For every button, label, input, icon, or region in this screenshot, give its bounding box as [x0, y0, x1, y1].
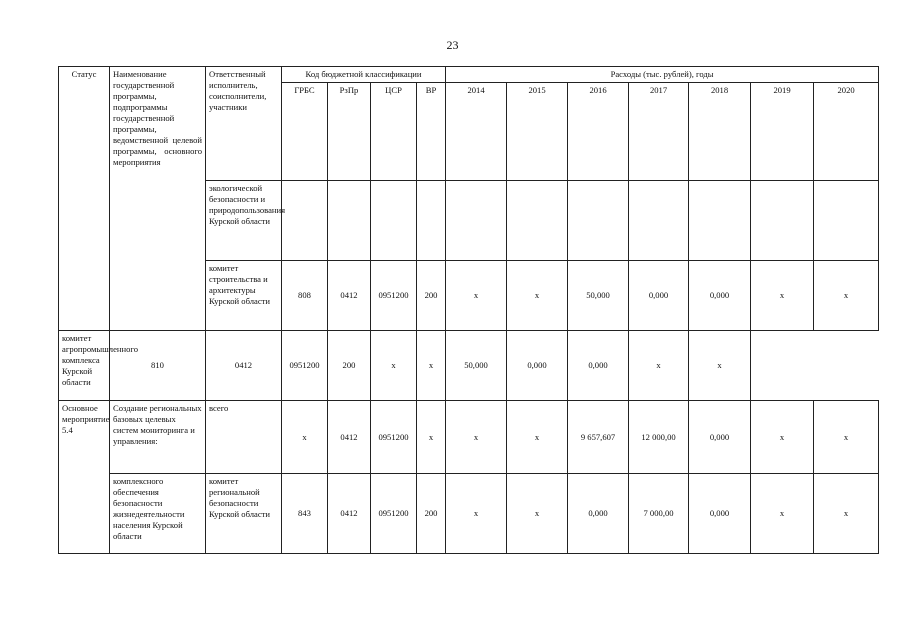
header-code-vr: ВР	[417, 83, 446, 181]
value-2016: 50,000	[568, 261, 629, 331]
header-budget-code-group: Код бюджетной классификации	[282, 67, 446, 83]
code-grbs: 843	[282, 474, 328, 554]
code-csr: 0951200	[371, 474, 417, 554]
value-2014: х	[446, 261, 507, 331]
header-expenses-group: Расходы (тыс. рублей), годы	[446, 67, 879, 83]
status-cell: Основное мероприятие 5.4	[59, 401, 110, 554]
header-year-2017: 2017	[629, 83, 689, 181]
value-2014	[446, 181, 507, 261]
value-2020: х	[814, 401, 879, 474]
code-rzpr: 0412	[206, 331, 282, 401]
value-2016: 50,000	[446, 331, 507, 401]
code-rzpr: 0412	[328, 474, 371, 554]
code-rzpr: 0412	[328, 401, 371, 474]
header-year-2016: 2016	[568, 83, 629, 181]
value-2019: х	[751, 401, 814, 474]
value-2019: х	[751, 261, 814, 331]
code-vr: 200	[417, 261, 446, 331]
value-2017: 0,000	[629, 261, 689, 331]
value-2015: х	[507, 401, 568, 474]
value-2017: 0,000	[507, 331, 568, 401]
header-code-rzpr: РзПр	[328, 83, 371, 181]
value-2017	[629, 181, 689, 261]
value-2014: х	[446, 401, 507, 474]
code-grbs: 808	[282, 261, 328, 331]
executor-cell: комитет агропромышленного комплекса Курской области	[59, 331, 110, 401]
code-csr: 0951200	[282, 331, 328, 401]
code-vr	[417, 181, 446, 261]
value-2016: 9 657,607	[568, 401, 629, 474]
executor-cell: комитет региональной безопасности Курской области	[206, 474, 282, 554]
code-vr: х	[417, 401, 446, 474]
header-status: Статус	[59, 67, 110, 331]
name-cell: комплексного обеспечения безопасности жизнедеятельности населения Курской области	[110, 474, 206, 554]
table-row	[59, 401, 879, 474]
code-rzpr	[328, 181, 371, 261]
value-2020: х	[814, 261, 879, 331]
value-2017: 7 000,00	[629, 474, 689, 554]
value-2014: х	[371, 331, 417, 401]
value-2020: х	[689, 331, 751, 401]
value-2018: 0,000	[689, 261, 751, 331]
code-grbs: 810	[110, 331, 206, 401]
header-row-groups	[59, 67, 879, 83]
value-2014: х	[446, 474, 507, 554]
value-2015: х	[507, 474, 568, 554]
value-2019	[751, 181, 814, 261]
value-2020	[814, 181, 879, 261]
header-year-2014: 2014	[446, 83, 507, 181]
value-2019: х	[629, 331, 689, 401]
header-name: Наименование государственной программы, подпрограммы государственной программы, ведомственной целевой программы, основного мероприятия	[110, 67, 206, 331]
budget-table	[58, 66, 879, 554]
code-grbs	[282, 181, 328, 261]
header-year-2015: 2015	[507, 83, 568, 181]
page-number: 23	[446, 38, 459, 52]
value-2018: 0,000	[689, 401, 751, 474]
table-row	[59, 331, 879, 401]
executor-cell: комитет строительства и архитектуры Курской области	[206, 261, 282, 331]
value-2018: 0,000	[689, 474, 751, 554]
value-2016: 0,000	[568, 474, 629, 554]
code-grbs: х	[282, 401, 328, 474]
value-2015: х	[507, 261, 568, 331]
code-csr: 0951200	[371, 261, 417, 331]
code-vr: 200	[417, 474, 446, 554]
header-year-2019: 2019	[751, 83, 814, 181]
header-code-grbs: ГРБС	[282, 83, 328, 181]
code-csr: 0951200	[371, 401, 417, 474]
table-row	[59, 474, 879, 554]
value-2018: 0,000	[568, 331, 629, 401]
value-2016	[568, 181, 629, 261]
header-year-2018: 2018	[689, 83, 751, 181]
code-vr: 200	[328, 331, 371, 401]
header-year-2020: 2020	[814, 83, 879, 181]
value-2015: х	[417, 331, 446, 401]
value-2019: х	[751, 474, 814, 554]
code-rzpr: 0412	[328, 261, 371, 331]
header-code-csr: ЦСР	[371, 83, 417, 181]
header-executor: Ответственный исполнитель, соисполнители, участники	[206, 67, 282, 181]
name-cell: Создание региональных базовых целевых систем мониторинга и управления:	[110, 401, 206, 474]
executor-cell: экологической безопасности и природопользования Курской области	[206, 181, 282, 261]
code-csr	[371, 181, 417, 261]
value-2020: х	[814, 474, 879, 554]
value-2017: 12 000,00	[629, 401, 689, 474]
value-2018	[689, 181, 751, 261]
value-2015	[507, 181, 568, 261]
executor-cell: всего	[206, 401, 282, 474]
